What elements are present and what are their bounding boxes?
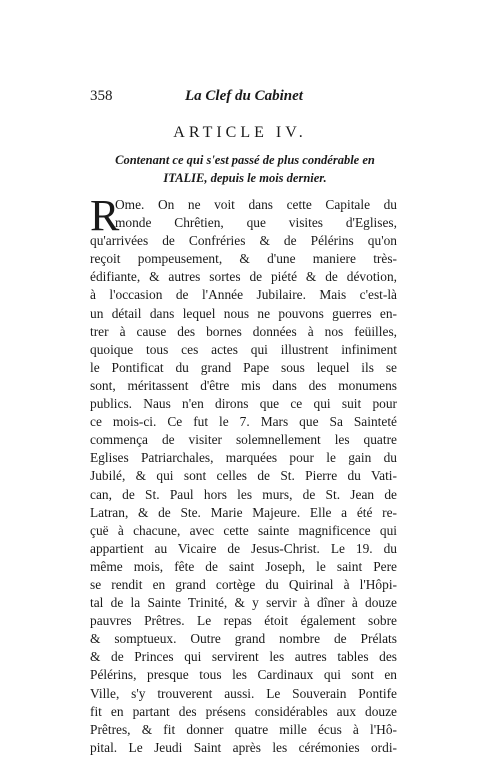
- body-line: sont, méritassent d'être mis dans des monumens: [90, 377, 397, 393]
- body-line: pital. Le Jeudi Saint après les cérémonies ordi-: [90, 739, 397, 755]
- body-line: Ville, s'y trouverent aussi. Le Souverain Pontife: [90, 685, 397, 701]
- body-line: Jubilé, & qui sont celles de St. Pierre du Vati-: [90, 468, 397, 484]
- article-title: ARTICLE IV.: [173, 124, 307, 141]
- body-line: le Pontificat du grand Pape sous lequel ils se: [90, 359, 397, 375]
- subtitle-line: ITALIE, depuis le mois dernier.: [163, 171, 327, 186]
- body-line: tal de la Sainte Trinité, & y servir à dîner à douze: [90, 595, 397, 611]
- body-line: çuë à chacune, avec cette sainte magnificence qui: [90, 522, 397, 538]
- body-line: un détail dans lequel nous ne pouvons guerres en-: [90, 305, 397, 321]
- body-line: reçoit pompeusement, & d'une maniere très-: [90, 251, 397, 267]
- body-line: à l'occasion de l'Année Jubilaire. Mais c'est-là: [90, 287, 397, 303]
- body-line: & de Princes qui servirent les autres tables des: [90, 649, 397, 665]
- body-line: ce mois-ci. Ce fut le 7. Mars que Sa Sainteté: [90, 414, 397, 430]
- subtitle-line: Contenant ce qui s'est passé de plus condérable en: [115, 153, 375, 167]
- body-line: appartient au Vicaire de Jesus-Christ. Le 19. du: [90, 540, 397, 556]
- body-line: can, de St. Paul hors les murs, de St. Jean de: [90, 486, 397, 502]
- body-line: publics. Naus n'en dirons que ce qui suit pour: [90, 396, 397, 412]
- body-line: même mois, fête de saint Joseph, le saint Pere: [90, 558, 397, 574]
- article-subtitle: [92, 151, 398, 187]
- body-line: se rendit en grand cortège du Quirinal à l'Hôpi-: [90, 576, 397, 592]
- body-line: quoique tous ces actes qui illustrent infiniment: [90, 341, 397, 357]
- body-line: Pélérins, presque tous les Cardinaux qui sont en: [90, 667, 397, 683]
- page-header: [90, 88, 390, 110]
- body-line: fit en partant des présens considérables aux douze: [90, 703, 397, 719]
- body-line: Ome. On ne voit dans cette Capitale du: [115, 197, 397, 212]
- body-line: trer à cause des bornes données à nos feüilles,: [90, 323, 397, 339]
- body-line: qu'arrivées de Confréries & de Pélérins qu'on: [90, 233, 397, 249]
- body-line: commença de visiter solemnellement les quatre: [90, 432, 397, 448]
- body-line: & somptueux. Outre grand nombre de Prélats: [90, 631, 397, 647]
- body-line: pauvres Prêtres. Le repas étoit également sobre: [90, 613, 397, 629]
- body-line: monde Chrêtien, que visites d'Eglises,: [115, 215, 397, 231]
- article-body: [90, 191, 397, 757]
- page-number: 358: [90, 88, 113, 104]
- body-line: Latran, & de Ste. Marie Majeure. Elle a été re-: [90, 504, 397, 520]
- running-title: La Clef du Cabinet: [185, 88, 303, 104]
- body-line: Prêtres, & fit donner quatre mille écus à l'Hô-: [90, 721, 397, 737]
- body-line: édifiante, & autres sortes de piété & de dévotion,: [90, 269, 397, 285]
- body-line: Eglises Patriarchales, marquées pour le gain du: [90, 450, 397, 466]
- drop-cap: R: [90, 191, 120, 240]
